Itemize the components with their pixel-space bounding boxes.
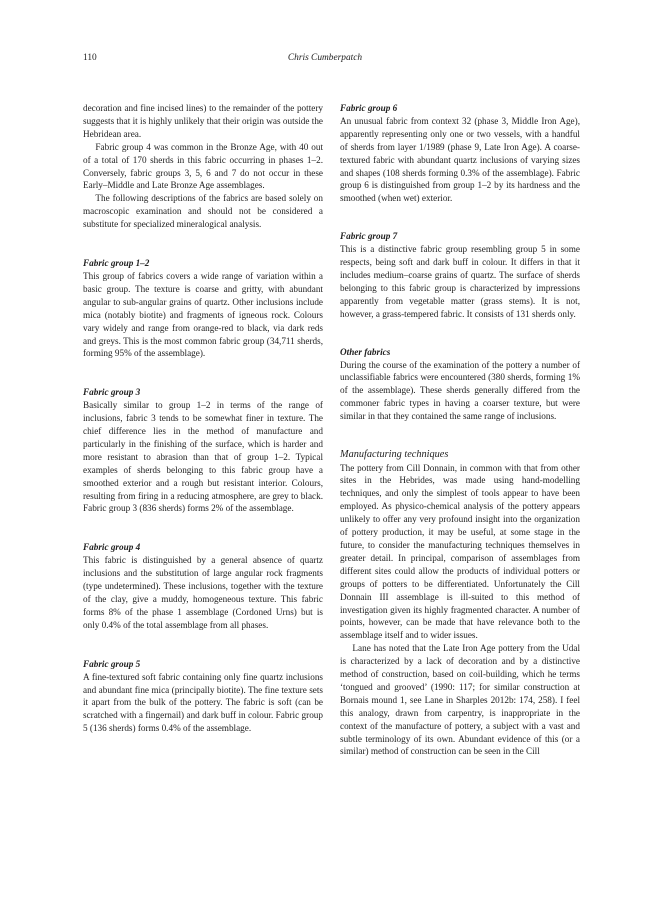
intro-paragraph: Fabric group 4 was common in the Bronze Age, with 40 out of a total of 170 sherds in this fabric occurring in phases 1–2. Conversely, fabric groups 3, 5, 6 and 7 do not occur in these Early–Middle and Late Bronze Age assemblages. <box>83 141 323 191</box>
left-column <box>83 102 323 735</box>
right-column <box>340 102 580 758</box>
intro-paragraph: The following descriptions of the fabrics are based solely on macroscopic examination and should not be considered a substitute for specialized mineralogical analysis. <box>83 193 323 230</box>
intro-paragraph: decoration and fine incised lines) to the remainder of the pottery suggests that it is highly unlikely that their origin was outside the Hebridean area. <box>83 103 323 139</box>
fabric-4-heading: Fabric group 4 <box>83 542 141 553</box>
page-number: 110 <box>83 53 97 63</box>
other-fabrics-heading: Other fabrics <box>340 346 391 357</box>
fabric-5-heading: Fabric group 5 <box>83 658 141 669</box>
fabric-1-2-heading: Fabric group 1–2 <box>83 258 150 269</box>
fabric-1-2-text: This group of fabrics covers a wide range of variation within a basic group. The texture is coarse and gritty, with abundant angular to sub-angular grains of quartz. Other inclusions include mica (notably biotite) and fragments of igneous rock. Colours vary widely and range from orange-red to black, via dark reds and greys. This is the most common fabric group (34,711 sherds, forming 95% of the assemblage). <box>83 270 323 359</box>
fabric-7-heading: Fabric group 7 <box>340 231 398 242</box>
fabric-7-text: This is a distinctive fabric group resembling group 5 in some respects, being soft and dark buff in colour. It differs in that it includes medium–coarse grains of quartz. The surface of sherds belonging to this fabric group is characterized by impressions apparently from vegetable matter (grass stems). It is not, however, a grass-tempered fabric. It consists of 131 sherds only. <box>340 244 580 319</box>
fabric-5-text: A fine-textured soft fabric containing only fine quartz inclusions and abundant fine mica (principally biotite). The fine texture sets it apart from the bulk of the pottery. The fabric is soft (can be scratched with a fingernail) and dark buff in colour. Fabric group 5 (136 sherds) forms 0.4% of the assemblage. <box>83 671 323 734</box>
manufacturing-paragraph: Lane has noted that the Late Iron Age pottery from the Udal is characterized by a lack of decoration and by a distinctive method of construction, based on coil-building, which he terms ‘tongued and grooved’ (1990: 117; for similar construction at Bornais mound 1, see Lane in Sharples 2012b: 174, 258). I feel this analogy, drawn from carpentry, is inappropriate in the context of the manufacture of pottery, a subject with a vast and subtle terminology of its own. Abundant evidence of this (or a similar) method of construction can be seen in the Cill <box>340 643 580 757</box>
manufacturing-heading: Manufacturing techniques <box>340 449 449 461</box>
fabric-3-heading: Fabric group 3 <box>83 387 141 398</box>
fabric-3-text: Basically similar to group 1–2 in terms of the range of inclusions, fabric 3 tends to be somewhat finer in texture. The chief difference lies in the method of manufacture and particularly in the finishing of the surface, which is harder and more resistant to abrasion than that of group 1–2. Typical examples of sherds belonging to this fabric group have a smoothed exterior and a rough but resistant interior. Colours, resulting from firing in a reducing atmosphere, are grey to black. Fabric group 3 (836 sherds) forms 2% of the assemblage. <box>83 400 323 514</box>
fabric-6-heading: Fabric group 6 <box>340 103 398 113</box>
fabric-4-text: This fabric is distinguished by a general absence of quartz inclusions and the substitution of large angular rock fragments (type undetermined). These inclusions, together with the texture of the clay, give a muddy, homogeneous texture. This fabric forms 8% of the phase 1 assemblage (Cordoned Urns) but is only 0.4% of the total assemblage from all phases. <box>83 555 323 630</box>
page-header <box>83 53 567 67</box>
fabric-6-text: An unusual fabric from context 32 (phase 3, Middle Iron Age), apparently representing only one or two vessels, with a handful of sherds from layer 1/1989 (phase 9, Late Iron Age). A coarse-textured fabric with abundant quartz inclusions of varying sizes and shapes (108 sherds forming 0.3% of the assemblage). Fabric group 6 is distinguished from group 1–2 by its hardness and the smoothed (when wet) exterior. <box>340 115 580 204</box>
other-fabrics-text: During the course of the examination of the pottery a number of unclassifiable fabrics were encountered (380 sherds, forming 1% of the assemblage). These sherds generally differed from the commoner fabric types in having a coarser texture, but were similar in that they contained the same range of inclusions. <box>340 359 580 422</box>
manufacturing-paragraph: The pottery from Cill Donnain, in common with that from other sites in the Hebrides, was made using hand-modelling techniques, and only the simplest of tools appear to have been employed. As physico-chemical analysis of the pottery appears unlikely to offer any very profound insight into the organization of pottery production, it may be useful, at some stage in the future, to consider the manufacturing techniques themselves in greater detail. In principal, comparison of assemblages from different sites could allow the products of individual potters or groups of potters to be differentiated. Unfortunately the Cill Donnain III assemblage is ill-suited to this method of investigation given its highly fragmented character. A number of points, however, can be made that have relevance both to the assemblage itself and to wider issues. <box>340 462 580 641</box>
running-head: Chris Cumberpatch <box>287 53 363 63</box>
